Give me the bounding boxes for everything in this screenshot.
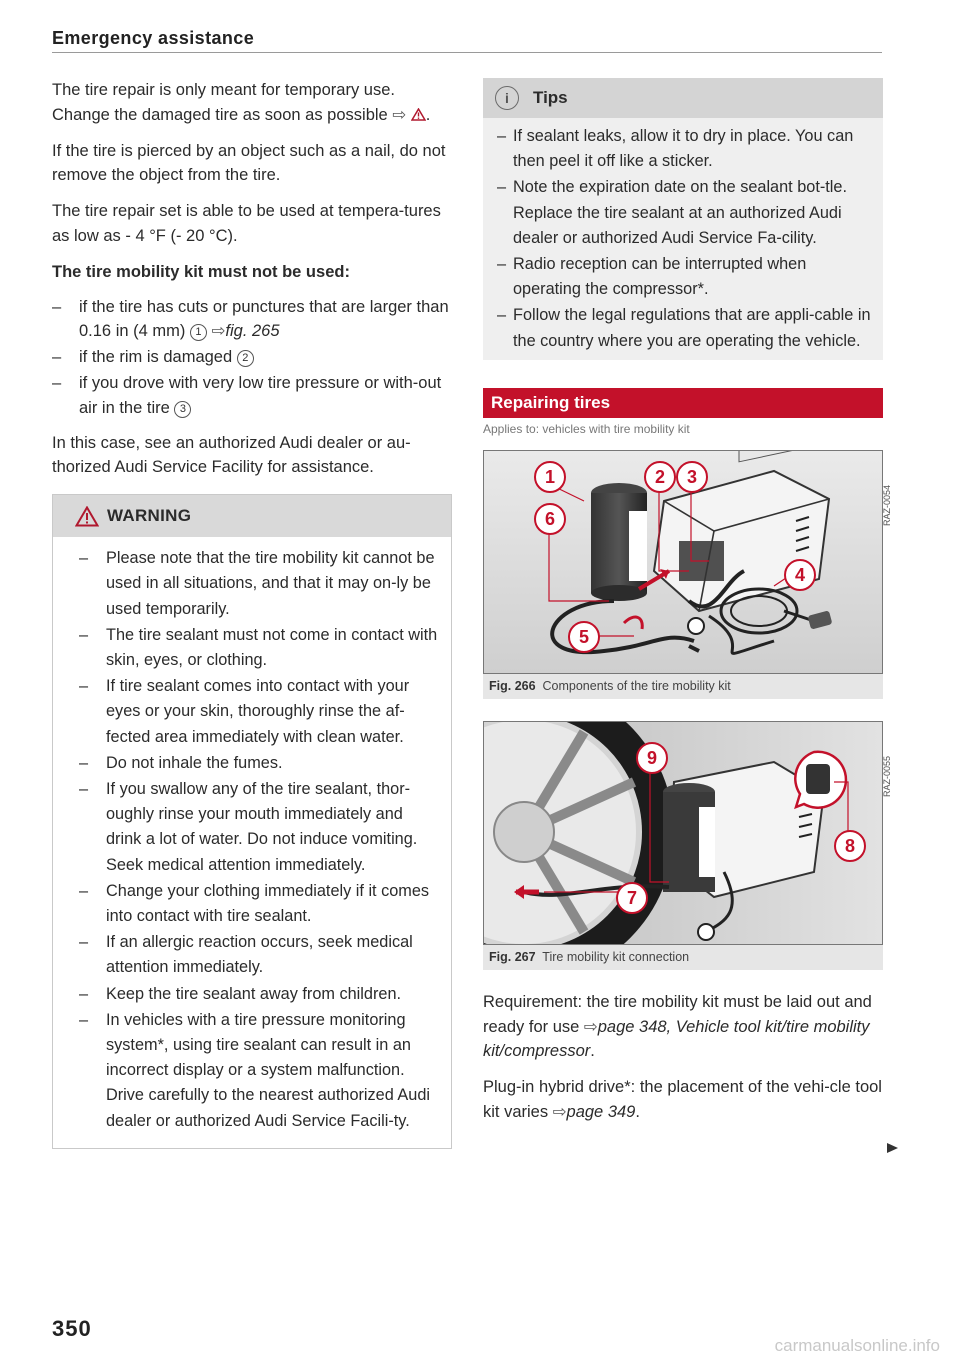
tips-item: – If sealant leaks, allow it to dry in place. You can then peel it off like a sticker. (497, 124, 875, 174)
condition-item: – if the rim is damaged 2 (52, 345, 452, 370)
warning-header (53, 495, 451, 537)
callout-9: 9 (636, 742, 668, 774)
warning-item: – In vehicles with a tire pressure monitoring system*, using tire sealant can result in an incorrect display or a system malfunction. Drive carefully to the nearest authorized Audi dealer or authorized Audi Service Facili-ty. (79, 1008, 439, 1134)
figure-266-caption (483, 674, 883, 699)
tips-list (497, 124, 875, 354)
must-not-be-used-heading: The tire mobility kit must not be used: (52, 262, 350, 281)
warning-list (79, 546, 439, 1134)
info-icon: i (495, 86, 519, 110)
page-link[interactable]: page 348, Vehicle tool kit/tire mobility kit/compressor (483, 1017, 870, 1061)
tips-box (483, 78, 883, 360)
reference-arrow-icon: ⇨ (392, 105, 407, 124)
warning-box (52, 494, 452, 1149)
intro-paragraph: The tire repair is only meant for temporary use. Change the damaged tire as soon as possible ⇨ . (52, 81, 431, 124)
figure-caption-text: Tire mobility kit connection (542, 949, 690, 964)
hybrid-paragraph: Plug-in hybrid drive*: the placement of the vehi-cle tool kit varies ⇨page 349. (483, 1078, 882, 1122)
page-link[interactable]: page 349 (566, 1103, 636, 1122)
callout-7: 7 (616, 882, 648, 914)
intro-text: The tire repair is only meant for temporary use. Change the damaged tire as soon as possible (52, 81, 395, 124)
callout-number: 3 (174, 401, 191, 418)
warning-item: – If you swallow any of the tire sealant, thor-oughly rinse your mouth immediately and drink a lot of water. Do not induce vomiting. Seek medical attention immediately. (79, 777, 439, 878)
left-column (52, 78, 452, 1149)
warning-item: – The tire sealant must not come in contact with skin, eyes, or clothing. (79, 623, 439, 673)
nail-paragraph: If the tire is pierced by an object such as a nail, do not remove the object from the tire. (52, 141, 446, 185)
figure-code: RAZ-0055 (882, 755, 892, 797)
warning-item: – Change your clothing immediately if it comes into contact with tire sealant. (79, 879, 439, 929)
tips-item: – Follow the legal regulations that are appli-cable in the country where you are operating the vehicle. (497, 303, 875, 353)
callout-2: 2 (644, 461, 676, 493)
header-divider (52, 52, 882, 53)
repairing-tires-heading: Repairing tires (483, 388, 883, 418)
condition-item: – if you drove with very low tire pressure or with-out air in the tire 3 (52, 371, 452, 421)
figure-link[interactable]: fig. 265 (225, 322, 280, 341)
watermark-text: carmanualsonline.info (774, 1336, 940, 1355)
reference-arrow-icon: ⇨ (552, 1103, 567, 1122)
warning-item: – If an allergic reaction occurs, seek medical attention immediately. (79, 930, 439, 980)
figure-label: Fig. 266 (489, 678, 536, 693)
callout-number: 2 (237, 350, 254, 367)
callout-3: 3 (676, 461, 708, 493)
condition-item: – if the tire has cuts or punctures that are larger than 0.16 in (4 mm) 1 ⇨fig. 265 (52, 295, 452, 345)
callout-number: 1 (190, 324, 207, 341)
requirement-paragraph: Requirement: the tire mobility kit must be laid out and ready for use ⇨page 348, Vehicle tool kit/tire mobility kit/compressor. (483, 992, 872, 1061)
callout-4: 4 (784, 559, 816, 591)
figure-267-image (483, 721, 892, 945)
right-column (483, 78, 892, 1136)
temperature-paragraph: The tire repair set is able to be used at tempera-tures as low as - 4 °F (- 20 °C). (52, 202, 441, 245)
callout-5: 5 (568, 621, 600, 653)
tire-connection-illustration (484, 722, 882, 944)
warning-item: – If tire sealant comes into contact with your eyes or your skin, thoroughly rinse the af-fected area immediately with clean water. (79, 674, 439, 750)
figure-267-caption (483, 945, 883, 970)
warning-triangle-icon (75, 506, 99, 527)
continue-arrow-icon (885, 1142, 899, 1154)
section-header-title: Emergency assistance (52, 28, 255, 48)
figure-266 (483, 450, 892, 699)
callout-6: 6 (534, 503, 566, 535)
applies-to-note: Applies to: vehicles with tire mobility kit (483, 421, 690, 436)
conditions-list (52, 295, 452, 421)
warning-title: WARNING (107, 506, 192, 526)
warning-item: – Please note that the tire mobility kit cannot be used in all situations, and that it may on-ly be used temporarily. (79, 546, 439, 622)
warning-triangle-icon (411, 108, 426, 121)
reference-arrow-icon: ⇨ (583, 1017, 598, 1036)
tips-item: – Radio reception can be interrupted when operating the compressor*. (497, 252, 875, 302)
callout-1: 1 (534, 461, 566, 493)
warning-item: – Keep the tire sealant away from children. (79, 982, 439, 1007)
figure-code: RAZ-0054 (882, 484, 892, 526)
tips-title: Tips (533, 88, 568, 107)
reference-arrow-icon: ⇨ (211, 322, 226, 341)
callout-8: 8 (834, 830, 866, 862)
figure-label: Fig. 267 (489, 949, 536, 964)
figure-267 (483, 721, 892, 970)
tips-header (483, 78, 883, 118)
tips-item: – Note the expiration date on the sealant bot-tle. Replace the tire sealant at an authorized Audi dealer or authorized Audi Service Fa-cility. (497, 175, 875, 251)
page-number: 350 (52, 1316, 92, 1341)
warning-item: – Do not inhale the fumes. (79, 751, 439, 776)
figure-266-image (483, 450, 892, 674)
dealer-paragraph: In this case, see an authorized Audi dealer or au-thorized Audi Service Facility for assistance. (52, 433, 411, 477)
figure-caption-text: Components of the tire mobility kit (542, 678, 731, 693)
